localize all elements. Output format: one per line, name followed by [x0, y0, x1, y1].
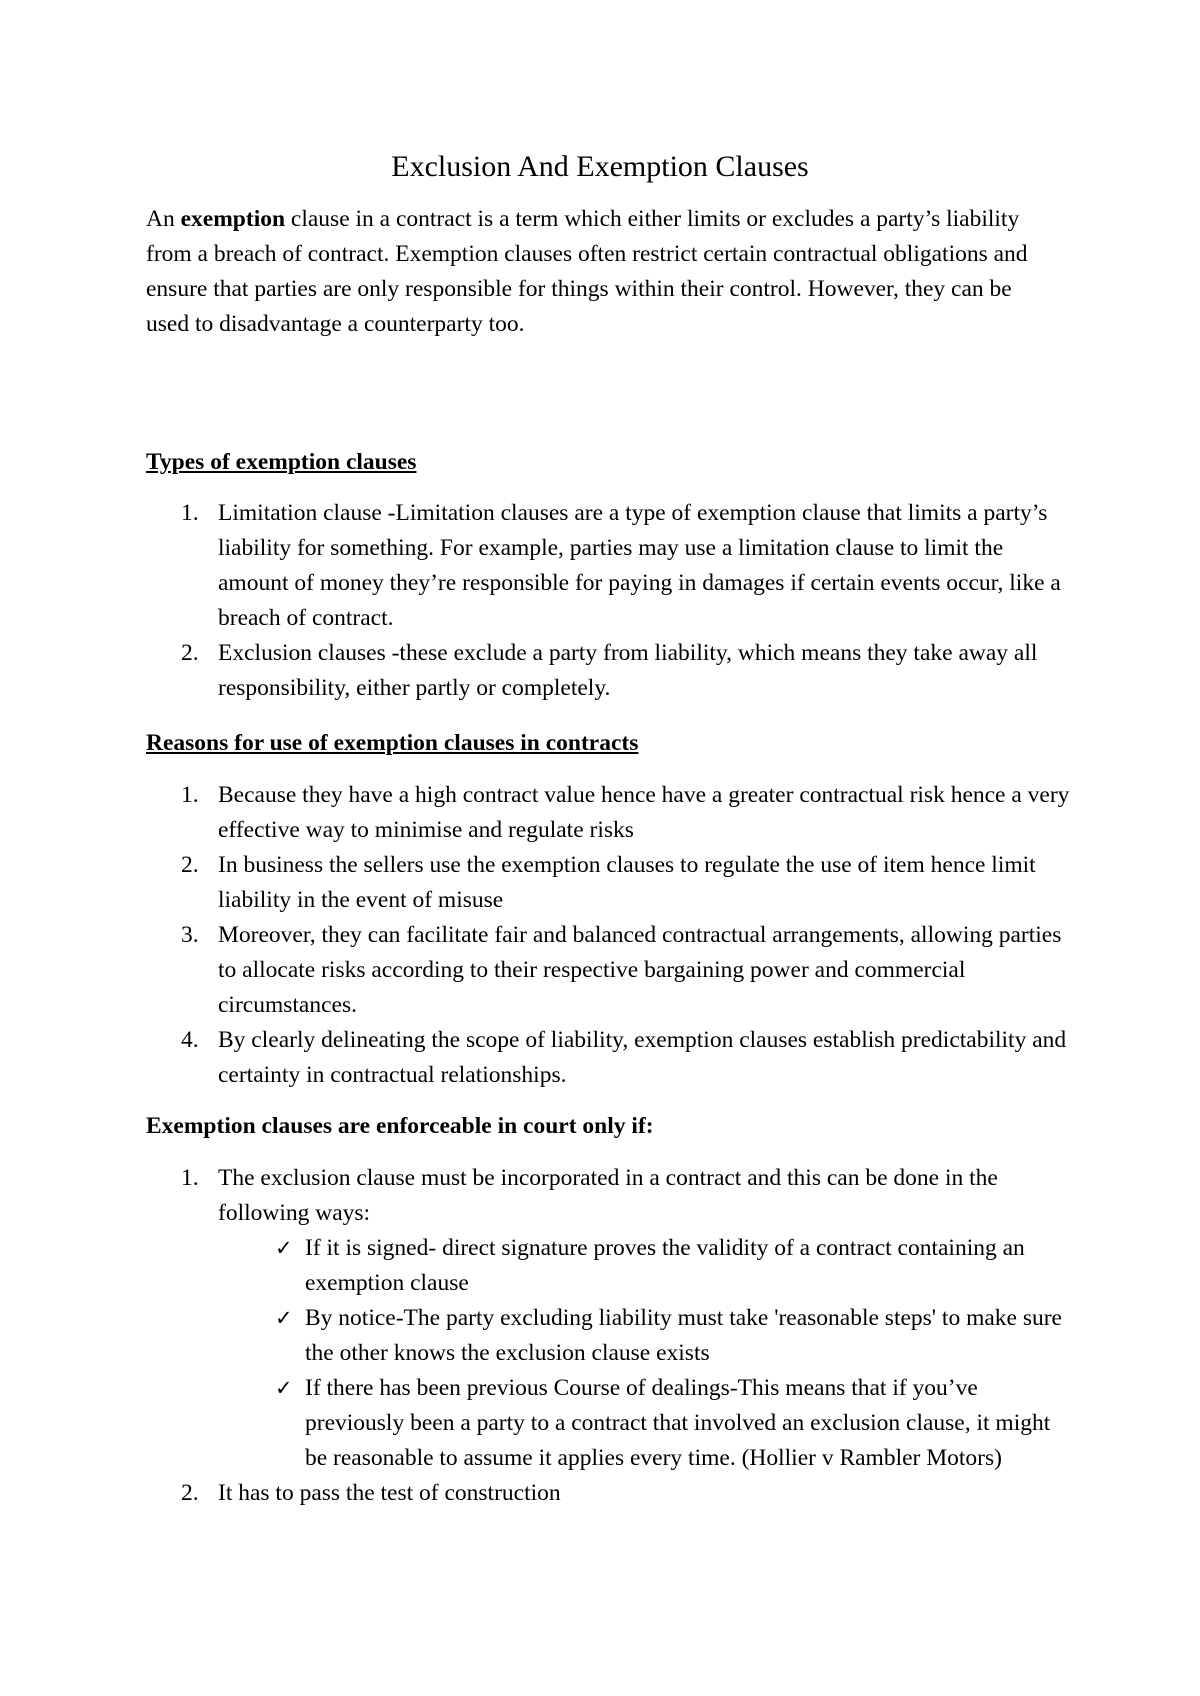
intro-paragraph	[146, 202, 1056, 342]
sublist-item	[218, 1231, 1076, 1301]
list-item	[146, 848, 1076, 918]
list-item	[146, 636, 1076, 706]
list-number: 1.	[181, 1165, 199, 1191]
list-number: 4.	[181, 1027, 199, 1053]
list-item	[146, 1023, 1076, 1093]
incorporation-sublist	[218, 1231, 1076, 1476]
list-item-text: Exclusion clauses -these exclude a party from liability, which means they take away all responsibility, either partly or completely.	[218, 640, 1038, 701]
types-list	[146, 496, 1076, 706]
list-item-text: It has to pass the test of construction	[218, 1480, 561, 1506]
list-item	[146, 1476, 1076, 1511]
list-number: 3.	[181, 922, 199, 948]
sublist-item-text: If it is signed- direct signature proves the validity of a contract containing an exemption clause	[305, 1235, 1025, 1296]
list-item-text: Moreover, they can facilitate fair and balanced contractual arrangements, allowing parties to allocate risks according to their respective bargaining power and commercial circumstances.	[218, 922, 1062, 1018]
checkmark-icon: ✓	[275, 1306, 293, 1330]
enforceable-heading: Exemption clauses are enforceable in court only if:	[146, 1113, 654, 1139]
checkmark-icon: ✓	[275, 1376, 293, 1400]
list-number: 2.	[181, 640, 199, 666]
sublist-item-text: By notice-The party excluding liability must take 'reasonable steps' to make sure the other knows the exclusion clause exists	[305, 1305, 1062, 1366]
enforceable-list	[146, 1161, 1076, 1511]
sublist-item	[218, 1301, 1076, 1371]
list-item	[146, 1161, 1076, 1476]
types-heading: Types of exemption clauses	[146, 449, 417, 475]
list-number: 1.	[181, 500, 199, 526]
list-item-text: In business the sellers use the exemption clauses to regulate the use of item hence limit liability in the event of misuse	[218, 852, 1036, 913]
intro-bold-term: exemption	[180, 206, 286, 232]
checkmark-icon: ✓	[275, 1236, 293, 1260]
list-item-text: Limitation clause -Limitation clauses are a type of exemption clause that limits a party’s liability for something. For example, parties may use a limitation clause to limit the amount of money they’re responsible for paying in damages if certain events occur, like a breach of contract.	[218, 500, 1061, 631]
list-item	[146, 496, 1076, 636]
list-number: 1.	[181, 782, 199, 808]
reasons-heading: Reasons for use of exemption clauses in contracts	[146, 730, 639, 756]
sublist-item-text: If there has been previous Course of dealings-This means that if you’ve previously been a party to a contract that involved an exclusion clause, it might be reasonable to assume it applies every time. (Hollier v Rambler Motors)	[305, 1375, 1051, 1471]
intro-prefix: An	[146, 206, 181, 232]
list-number: 2.	[181, 1480, 199, 1506]
reasons-list	[146, 778, 1076, 1093]
list-number: 2.	[181, 852, 199, 878]
sublist-item	[218, 1371, 1076, 1476]
list-item	[146, 778, 1076, 848]
page-title: Exclusion And Exemption Clauses	[391, 150, 809, 183]
list-item-text: The exclusion clause must be incorporated in a contract and this can be done in the following ways:	[218, 1165, 998, 1226]
list-item-text: By clearly delineating the scope of liability, exemption clauses establish predictability and certainty in contractual relationships.	[218, 1027, 1067, 1088]
list-item	[146, 918, 1076, 1023]
list-item-text: Because they have a high contract value hence have a greater contractual risk hence a very effective way to minimise and regulate risks	[218, 782, 1070, 843]
intro-text: clause in a contract is a term which either limits or excludes a party’s liability from a breach of contract. Exemption clauses often restrict certain contractual obligations and ensure that parties are only responsible for things within their control. However, they can be used to disadvantage a counterparty too.	[146, 206, 1028, 337]
